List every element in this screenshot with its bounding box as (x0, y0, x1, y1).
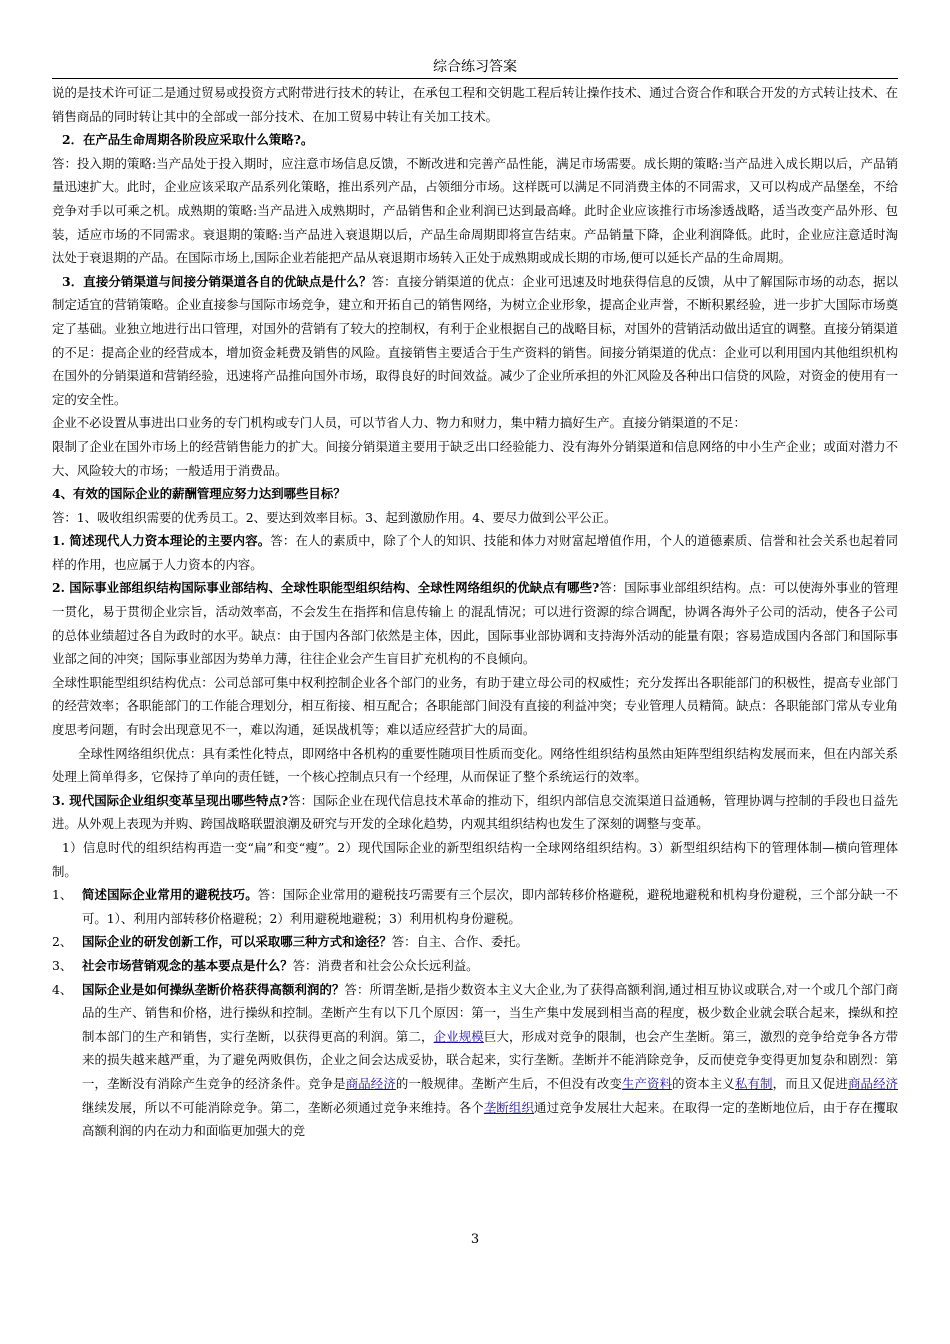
answer-distribution-extra-2: 限制了企业在国外市场上的经营销售能力的扩大。间接分销渠道主要用于缺乏出口经验能力、没有海外分销渠道和信息网络的中小生产企业；或面对潜力不大、风险较大的市场；一般适用于消费品。 (52, 438, 898, 478)
question-org-structure (52, 576, 898, 670)
answer-text: 的资本主义 (672, 1075, 735, 1091)
answer-product-lifecycle: 答：投入期的策略:当产品处于投入期时，应注意市场信息反馈，不断改进和完善产品性能，满足市场需要。成长期的策略:当产品进入成长期以后，产品销量迅速扩大。此时，企业应该采取产品系列化策略，推出系列产品，占领细分市场。这样既可以满足不同消费主体的不同需求，又可以构成产品堡垒，不给竞争对手以可乘之机。成熟期的策略:当产品进入成熟期时，产品销售和企业利润已达到最高峰。此时企业应该推行市场渗透战略，适当改变产品外形、包装，适应市场的不同需求。衰退期的策略:当产品进入衰退期以后，产品生命周期即将宣告结束。产品销量下降，企业利润降低。此时，企业应注意适时淘汰处于衰退期的产品。在国际市场上,国际企业若能把产品从衰退期市场转入正处于成熟期或成长期的市场,便可以延长产品的生命周期。 (52, 155, 898, 266)
question-title: 3. 现代国际企业组织变革呈现出哪些特点? (52, 792, 289, 808)
question-title: 简述国际企业常用的避税技巧。 (82, 887, 258, 903)
list-number: 3、 (52, 957, 73, 973)
link-means-of-production[interactable]: 生产资料 (621, 1075, 673, 1091)
answer-text: 答：国际事业部组织结构。点：可以使海外事业的管理一贯化，易于贯彻企业宗旨，活动效率高，不会发生在指挥和信息传输上 的混乱情况；可以进行资源的综合调配，协调各海外子公司的活动，使各子公司的总体业绩超过各自为政时的水平。缺点：由于国内各部门依然是主体，因此，国际事业部协调和支持海外活动的能量有限；容易造成国内各部门和国际事业部之间的冲突；国际事业部因为势单力薄，往往企业会产生盲目扩充机构的不良倾向。 (52, 580, 898, 667)
page-number: 3 (470, 1232, 480, 1247)
question-title: 社会市场营销观念的基本要点是什么？ (82, 957, 293, 973)
answer-distribution-extra-1: 企业不必设置从事进出口业务的专门机构或专门人员，可以节省人力、物力和财力，集中精力搞好生产。直接分销渠道的不足： (52, 415, 746, 431)
question-title: 2．在产品生命周期各阶段应采取什么策略?。 (62, 132, 314, 148)
answer-text: 答：国际企业在现代信息技术革命的推动下，组织内部信息交流渠道日益通畅，管理协调与控制的手段也日益先进。从外观上表现为并购、跨国战略联盟浪潮及研究与开发的全球化趋势，内观其组织结构也发生了深刻的调整与变革。 (52, 792, 899, 832)
page-header: 综合练习答案 (52, 58, 898, 79)
answer-text: 答：自主、合作、委托。 (391, 934, 529, 950)
list-item (52, 930, 898, 954)
question-human-capital (52, 529, 898, 576)
link-commodity-economy[interactable]: 商品经济 (345, 1075, 396, 1091)
paragraph-technology-transfer: 说的是技术许可证二是通过贸易或投资方式附带进行技术的转让，在承包工程和交钥匙工程后转让操作技术、通过合资合作和联合开发的方式转让技术、在销售商品的同时转让其中的全部或一部分技术、在加工贸易中转让有关加工技术。 (52, 85, 898, 124)
question-distribution-channels (52, 270, 898, 412)
question-title: 4、有效的国际企业的薪酬管理应努力达到哪些目标？ (52, 486, 346, 502)
answer-text: 答：直接分销渠道的优点：企业可迅速及时地获得信息的反馈，从中了解国际市场的动态，据以制定适宜的营销策略。企业直接参与国际市场竞争，建立和开拓自己的销售网络，为树立企业形象，提高企业声誉，不断积累经验，进一步扩大国际市场奠定了基础。业独立地进行出口管理，对国外的营销有了较大的控制权，有利于企业根据自己的战略目标，对国外的营销活动做出适宜的调整。直接分销渠道的不足：提高企业的经营成本，增加资金耗费及销售的风险。直接销售主要适合于生产资料的销售。间接分销渠道的优点：企业可以利用国内其他组织机构在国外的分销渠道和营销经验，迅速将产品推向国外市场，取得良好的时间效益。减少了企业所承担的外汇风险及各种出口信贷的风险，对资金的使用有一定的安全性。 (52, 273, 899, 407)
list-number: 4、 (52, 981, 73, 997)
question-title: 1. 简述现代人力资本理论的主要内容。 (52, 533, 271, 549)
list-item (52, 883, 898, 930)
answer-text: 答：消费者和社会公众长远利益。 (292, 957, 479, 973)
question-title: 2. 国际事业部组织结构国际事业部结构、全球性职能型组织结构、全球性网络组织的优缺点有哪些? (52, 580, 600, 596)
question-title: 3．直接分销渠道与间接分销渠道各自的优缺点是什么？ (62, 273, 372, 289)
numbered-question-list (52, 883, 898, 1143)
answer-compensation: 答：1、吸收组织需要的优秀员工。2、要达到效率目标。3、起到激励作用。4、要尽力做到公平公正。 (52, 509, 617, 525)
answer-text: 巨大，形成对竞争的限制，也会产生垄断。第三，激烈的竞争给竞争各方带来的损失越来越严重，为了避免两败俱伤，企业之间会达成妥协，联合起来，实行垄断。垄断并不能消除竞争，反而使竞争变得更加复杂和剧烈：第一，垄断没有消除产生竞争的经济条件。竞争是 (82, 1028, 899, 1091)
answer-text: 的一般规律。垄断产生后，不但没有改变 (395, 1075, 622, 1091)
answer-network-structure: 全球性网络组织优点：具有柔性化特点，即网络中各机构的重要性随项目性质而变化。网络性组织结构虽然由矩阵型组织结构发展而来，但在内部关系处理上简单得多，它保持了单向的责任链，一个核心控制点只有一个经理，从而保证了整个系统运行的效率。 (52, 745, 898, 785)
answer-text: 答：在人的素质中，除了个人的知识、技能和体力对财富起增值作用，个人的道德素质、信誉和社会关系也起着同样的作用，也应属于人力资本的内容。 (52, 533, 899, 572)
answer-text: 答：国际企业常用的避税技巧需要有三个层次，即内部转移价格避税，避税地避税和机构身份避税，三个部分缺一不可。1）、利用内部转移价格避税；2）利用避税地避税；3）利用机构身份避税。 (82, 887, 899, 926)
question-org-change (52, 789, 898, 836)
link-monopoly-organization[interactable]: 垄断组织 (483, 1099, 535, 1115)
list-item (52, 978, 898, 1143)
list-number: 2、 (52, 934, 73, 950)
answer-text: 答：所谓垄断,是指少数资本主义大企业,为了获得高额利润,通过相互协议或联合,对一个或几个部门商品的生产、销售和价格，进行操纵和控制。垄断产生有以下几个原因：第一，当生产集中发展到相当高的程度，极少数企业就会联合起来，操纵和控制本部门的生产和销售，实行垄断，以获得更高的利润。第二， (82, 981, 899, 1044)
question-compensation (52, 482, 898, 506)
answer-functional-structure: 全球性职能型组织结构优点：公司总部可集中权利控制企业各个部门的业务，有助于建立母公司的权威性；充分发挥出各职能部门的积极性，提高专业部门的经营效率；各职能部门的工作能合理划分，相互衔接、相互配合；各职能部门间没有直接的利益冲突；专业管理人员精简。缺点：各职能部门常从专业角度思考问题，有时会出现意见不一，难以沟通，延误战机等；难以适应经营扩大的局面。 (52, 674, 898, 738)
list-item (52, 954, 898, 978)
question-title: 国际企业是如何操纵垄断价格获得高额利润的？ (82, 981, 345, 997)
answer-text: 通过竞争发展壮大起来。在取得一定的垄断地位后，由于存在攫取高额利润的内在动力和面临更加强大的竞 (82, 1099, 899, 1139)
question-product-lifecycle (52, 128, 898, 152)
answer-text: 继续发展，所以不可能消除竞争。第二，垄断必须通过竞争来维持。各个 (82, 1099, 484, 1115)
answer-text: ，而且又促进 (772, 1075, 848, 1091)
list-number: 1、 (52, 887, 73, 903)
link-enterprise-scale[interactable]: 企业规模 (433, 1028, 484, 1044)
link-commodity-economy-2[interactable]: 商品经济 (847, 1075, 899, 1091)
document-page (52, 58, 898, 1143)
question-title: 国际企业的研发创新工作，可以采取哪三种方式和途径？ (82, 934, 392, 950)
answer-org-change-points: 1）信息时代的组织结构再造一变“扁”和变“瘦”。2）现代国际企业的新型组织结构一全球网络组织结构。3）新型组织结构下的管理体制—横向管理体制。 (52, 840, 898, 879)
link-private-ownership[interactable]: 私有制 (734, 1075, 773, 1091)
document-body (52, 81, 898, 1143)
